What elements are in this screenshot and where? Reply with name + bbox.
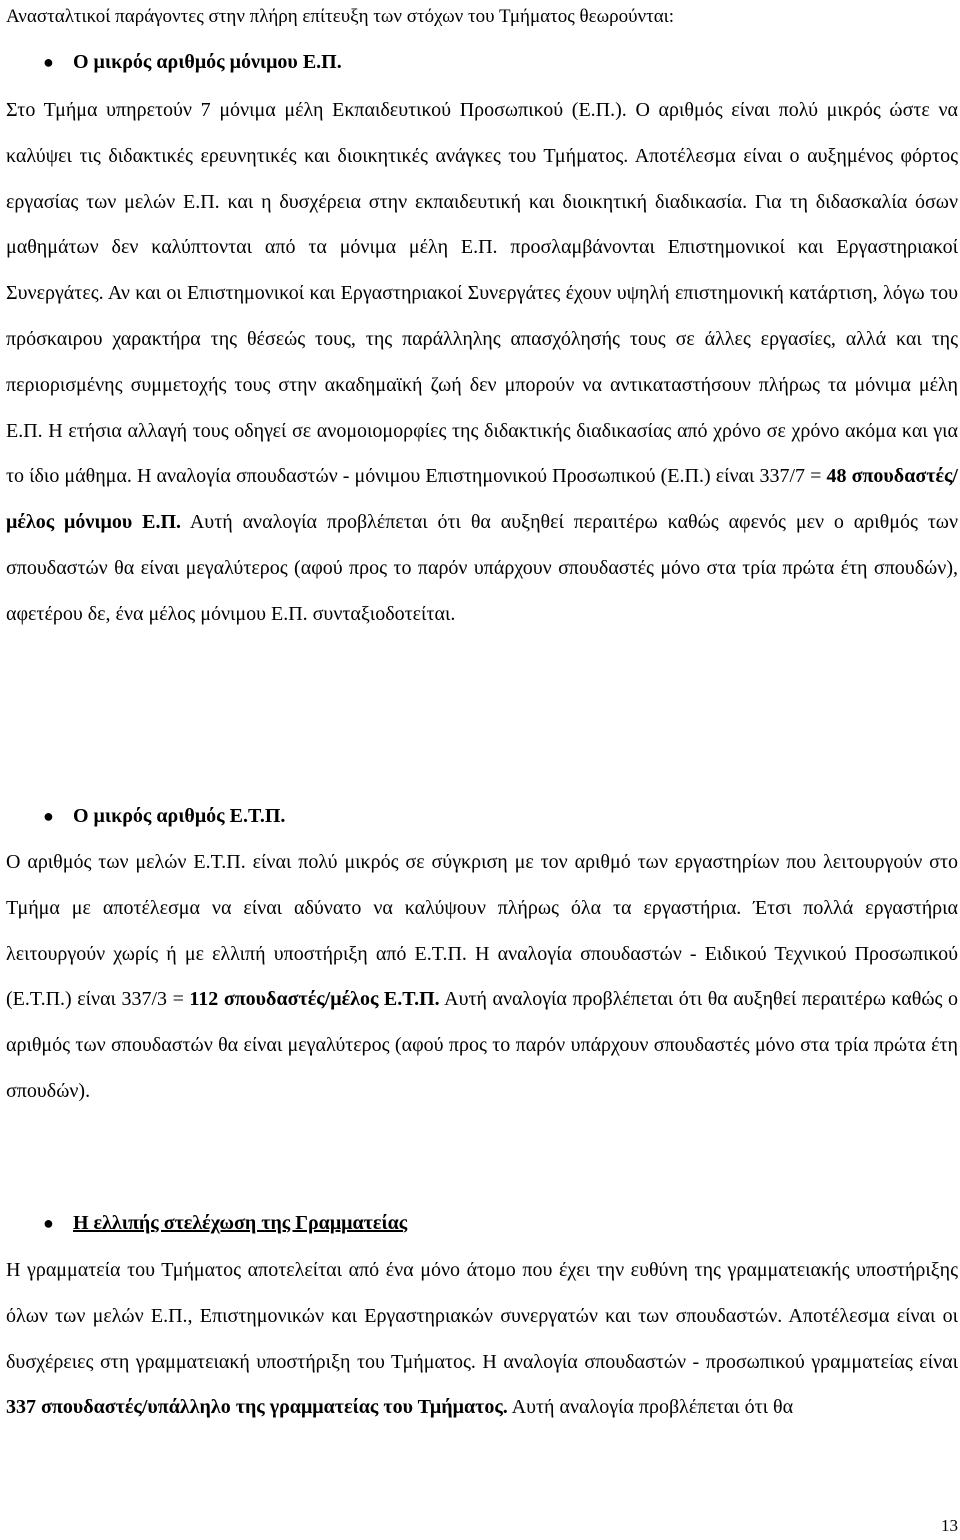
- section-heading-secretariat: ● Η ελλιπής στελέχωση της Γραμματείας: [43, 1211, 408, 1234]
- section-paragraph-secretariat: Η γραμματεία του Τμήματος αποτελείται από ένα μόνο άτομο που έχει την ευθύνη της γραμματειακής υποστήριξης όλων των μελών Ε.Π., Επιστημονικών και Εργαστηριακών συνεργατών και των σπουδαστών. Αποτέλεσμα είναι οι δυσχέρειες στη γραμματειακή υποστήριξη του Τμήματος. Η αναλογία σπουδαστών - προσωπικού γραμματείας είναι 337 σπουδαστές/υπάλληλο της γραμματείας του Τμήματος. Αυτή αναλογία προβλέπεται ότι θα: [6, 1259, 958, 1419]
- ratio-highlight: 337 σπουδαστές/υπάλληλο της γραμματείας του Τμήματος.: [6, 1396, 508, 1419]
- bullet-icon: ●: [43, 805, 54, 826]
- intro-text: Ανασταλτικοί παράγοντες στην πλήρη επίτευξη των στόχων του Τμήματος θεωρούνται:: [6, 6, 675, 27]
- page-number: 13: [941, 1516, 958, 1535]
- section-heading-technical-staff: ● Ο μικρός αριθμός Ε.Τ.Π.: [43, 804, 286, 827]
- section-paragraph-permanent-staff: Στο Τμήμα υπηρετούν 7 μόνιμα μέλη Εκπαιδευτικού Προσωπικού (Ε.Π.). Ο αριθμός είναι πολύ μικρός ώστε να καλύψει τις διδακτικές ερευνητικές και διοικητικές ανάγκες του Τμήματος. Αποτέλεσμα είναι ο αυξημένος φόρτος εργασίας των μελών Ε.Π. και η δυσχέρεια στην εκπαιδευτική και διοικητική διαδικασία. Για τη διδασκαλία όσων μαθημάτων δεν καλύπτονται από τα μόνιμα μέλη Ε.Π. προσλαμβάνονται Επιστημονικοί και Εργαστηριακοί Συνεργάτες. Αν και οι Επιστημονικοί και Εργαστηριακοί Συνεργάτες έχουν υψηλή επιστημονική κατάρτιση, λόγω του πρόσκαιρου χαρακτήρα της θέσεώς τους, της παράλληλης απασχόλησής τους σε άλλες εργασίες, αλλά και της περιορισμένης συμμετοχής τους στην ακαδημαϊκή ζωή δεν μπορούν να αντικαταστήσουν πλήρως τα μόνιμα μέλη Ε.Π. Η ετήσια αλλαγή τους οδηγεί σε ανομοιομορφίες της διδακτικής διαδικασίας από χρόνο σε χρόνο ακόμα και για το ίδιο μάθημα. Η αναλογία σπουδαστών - μόνιμου Επιστημονικού Προσωπικού (Ε.Π.) είναι 337/7 = 48 σπουδαστές/μέλος μόνιμου Ε.Π. Αυτή αναλογία προβλέπεται ότι θα αυξηθεί περαιτέρω καθώς αφενός μεν ο αριθμός των σπουδαστών θα είναι μεγαλύτερος (αφού προς το παρόν υπάρχουν σπουδαστές μόνο στα τρία πρώτα έτη σπουδών), αφετέρου δε, ένα μέλος μόνιμου Ε.Π. συνταξιοδοτείται.: [6, 99, 959, 625]
- ratio-highlight: 112 σπουδαστές/μέλος Ε.Τ.Π.: [189, 988, 440, 1011]
- bullet-icon: ●: [43, 1212, 54, 1233]
- bullet-icon: ●: [43, 51, 54, 72]
- section-heading-permanent-staff: ● Ο μικρός αριθμός μόνιμου Ε.Π.: [43, 50, 342, 73]
- section-paragraph-technical-staff: Ο αριθμός των μελών Ε.Τ.Π. είναι πολύ μικρός σε σύγκριση με τον αριθμό των εργαστηρίων που λειτουργούν στο Τμήμα με αποτέλεσμα να είναι αδύνατο να καλύψουν πλήρως όλα τα εργαστήρια. Έτσι πολλά εργαστήρια λειτουργούν χωρίς ή με ελλιπή υποστήριξη από Ε.Τ.Π. Η αναλογία σπουδαστών - Ειδικού Τεχνικού Προσωπικού (Ε.Τ.Π.) είναι 337/3 = 112 σπουδαστές/μέλος Ε.Τ.Π. Αυτή αναλογία προβλέπεται ότι θα αυξηθεί περαιτέρω καθώς ο αριθμός των σπουδαστών θα είναι μεγαλύτερος (αφού προς το παρόν υπάρχουν σπουδαστές μόνο στα τρία πρώτα έτη σπουδών).: [6, 851, 958, 1102]
- ratio-highlight: 48 σπουδαστές/μέλος μόνιμου Ε.Π.: [6, 465, 958, 534]
